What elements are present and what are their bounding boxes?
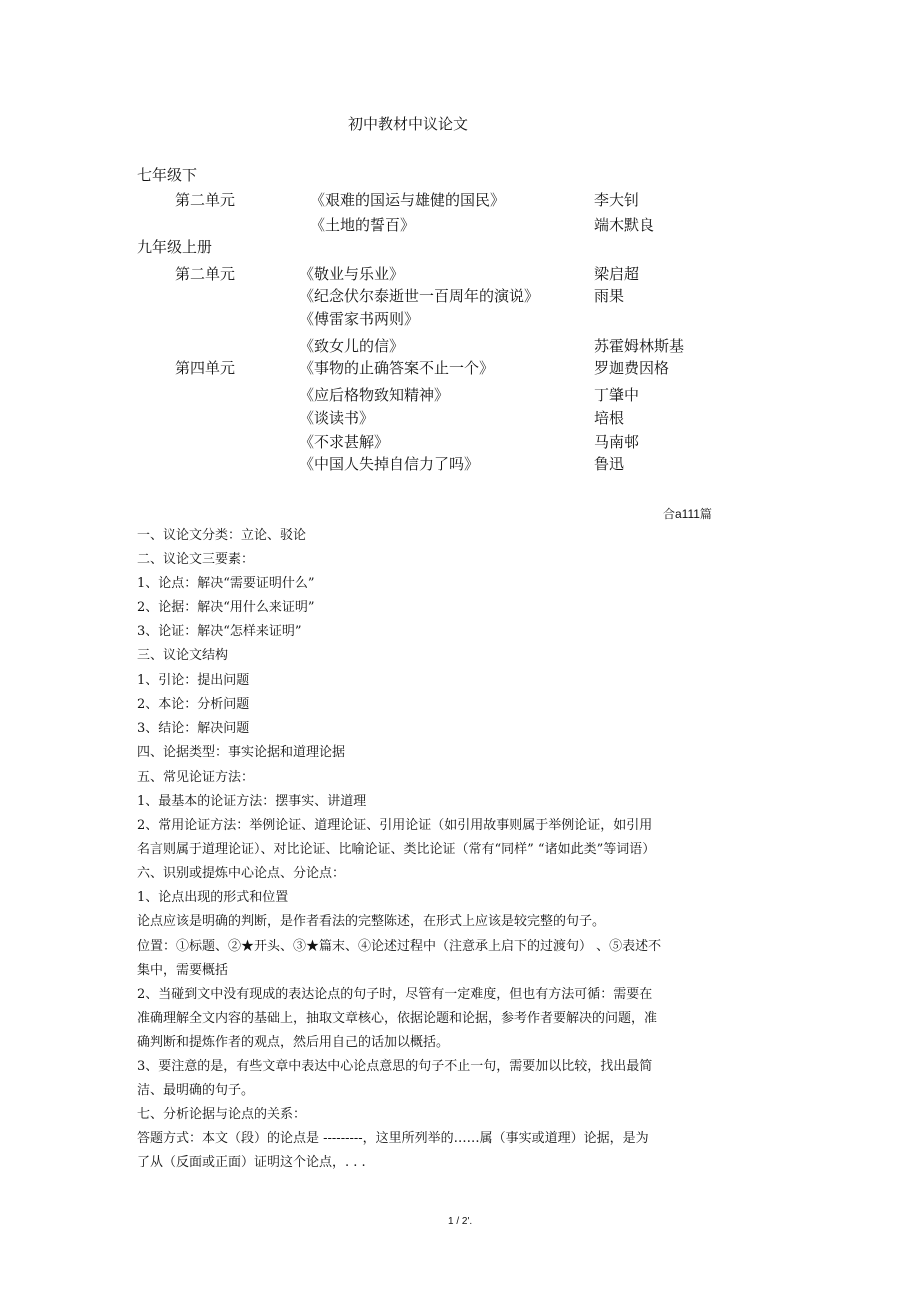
text-title: 《应后格物致知精神》 [299, 386, 450, 404]
body-line: 3、要注意的是，有些文章中表达中心论点意思的句子不止一句，需要加以比较，找出最简 [137, 1059, 653, 1074]
body-line: 一、议论文分类：立论、驳论 [137, 528, 307, 543]
body-line: 1、论点出现的形式和位置 [137, 890, 289, 905]
text-author: 罗迦费因格 [594, 359, 670, 377]
body-line: 1、引论：提出问题 [137, 673, 250, 688]
body-line: 二、议论文三要素： [137, 552, 255, 567]
grade-heading: 七年级下 [137, 166, 198, 184]
page-number: 1 / 2'. [448, 1216, 473, 1227]
text-author: 马南邨 [594, 433, 640, 451]
body-line: 位置：①标题、②★开头、③★篇末、④论述过程中（注意承上启下的过渡句） 、⑤表述不 [137, 939, 662, 954]
body-line: 答题方式：本文（段）的论点是 ---------，这里所列举的……属（事实或道理）论据，是为 [137, 1131, 649, 1146]
body-line: 了从（反面或正面）证明这个论点，. . . [137, 1155, 366, 1170]
text-author: 雨果 [594, 287, 625, 305]
body-line: 五、常见论证方法： [137, 770, 255, 785]
text-author: 丁肇中 [594, 386, 640, 404]
body-line: 四、论据类型：事实论据和道理论据 [137, 745, 346, 760]
text-author: 苏霍姆林斯基 [594, 337, 685, 355]
body-line: 洁、最明确的句子。 [137, 1083, 255, 1098]
body-line: 2、本论：分析问题 [137, 697, 250, 712]
text-title: 《敬业与乐业》 [299, 265, 405, 283]
text-title: 《中国人失掉自信力了吗》 [299, 455, 480, 473]
body-line: 七、分析论据与论点的关系： [137, 1107, 307, 1122]
text-title: 《傅雷家书两则》 [299, 310, 420, 328]
text-title: 《艰难的国运与雄健的国民》 [310, 191, 506, 209]
body-line: 2、当碰到文中没有现成的表达论点的句子时，尽管有一定难度，但也有方法可循：需要在 [137, 987, 653, 1002]
page-title: 初中教材中议论文 [348, 115, 469, 133]
text-author: 梁启超 [594, 265, 640, 283]
text-author: 端木默良 [594, 216, 655, 234]
body-line: 六、识别或提炼中心论点、分论点： [137, 866, 346, 881]
text-title: 《不求甚解》 [299, 433, 390, 451]
body-line: 名言则属于道理论证）、对比论证、比喻论证、类比论证（常有“同样” “诸如此类”等词语） [137, 842, 656, 857]
body-line: 论点应该是明确的判断，是作者看法的完整陈述，在形式上应该是较完整的句子。 [137, 914, 606, 929]
body-line: 1、最基本的论证方法：摆事实、讲道理 [137, 794, 367, 809]
text-author: 培根 [594, 409, 625, 427]
unit-label: 第二单元 [175, 265, 236, 283]
body-line: 3、结论：解决问题 [137, 721, 250, 736]
text-title: 《纪念伏尔泰逝世一百周年的演说》 [299, 287, 540, 305]
grade-heading: 九年级上册 [137, 238, 213, 256]
body-line: 2、论据：解决“用什么来证明” [137, 600, 315, 615]
total-count: 合a111篇 [663, 507, 712, 521]
unit-label: 第二单元 [175, 191, 236, 209]
text-title: 《事物的止确答案不止一个》 [299, 359, 495, 377]
body-line: 1、论点：解决“需要证明什么” [137, 576, 315, 591]
body-line: 2、常用论证方法：举例论证、道理论证、引用论证（如引用故事则属于举例论证，如引用 [137, 818, 653, 833]
text-title: 《致女儿的信》 [299, 337, 405, 355]
unit-label: 第四单元 [175, 359, 236, 377]
text-title: 《谈读书》 [299, 409, 375, 427]
body-line: 3、论证：解决“怎样来证明” [137, 624, 302, 639]
body-line: 准确理解全文内容的基础上，抽取文章核心，依据论题和论据，参考作者要解决的问题，准 [137, 1011, 658, 1026]
text-author: 鲁迅 [594, 455, 625, 473]
body-line: 三、议论文结构 [137, 648, 229, 663]
body-line: 集中，需要概括 [137, 963, 229, 978]
text-author: 李大钊 [594, 191, 640, 209]
body-line: 确判断和提炼作者的观点，然后用自己的话加以概括。 [137, 1035, 450, 1050]
text-title: 《土地的誓百》 [310, 216, 416, 234]
